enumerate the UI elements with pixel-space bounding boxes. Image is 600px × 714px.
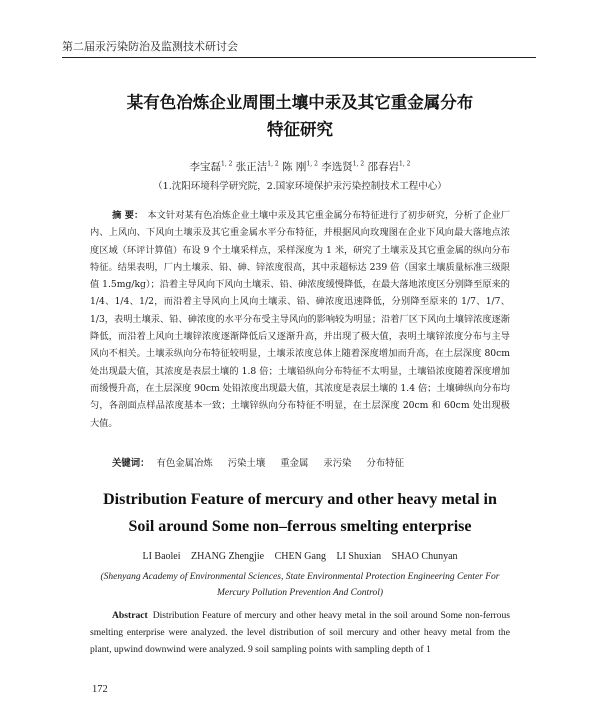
title-en-line1: Distribution Feature of mercury and other heavy metal in xyxy=(103,491,497,508)
title-en-line2: Soil around Some non–ferrous smelting enterprise xyxy=(128,518,472,535)
authors-en xyxy=(40,551,560,562)
author-en: SHAO Chunyan xyxy=(391,551,458,562)
keyword: 重金属 xyxy=(280,458,309,469)
running-header: 第二届汞污染防治及监测技术研讨会 xyxy=(62,40,238,53)
abstract-en xyxy=(90,607,510,659)
keyword: 有色金属冶炼 xyxy=(156,458,213,469)
authors-cn xyxy=(60,159,540,174)
keyword: 分布特征 xyxy=(366,458,405,469)
author-en: ZHANG Zhengjie xyxy=(191,551,265,562)
affiliation-en: (Shenyang Academy of Environmental Sciences, State Environmental Protection Engineering Center For Mercury Pollution Prevention And Control) xyxy=(100,572,500,598)
author-en: LI Shuxian xyxy=(336,551,382,562)
keywords-cn-label: 关键词： xyxy=(112,458,150,469)
abstract-cn xyxy=(90,207,510,432)
author-cn: 陈 刚$^{1, 2}$ xyxy=(282,160,318,173)
author-cn: 张正洁$^{1, 2}$ xyxy=(235,160,279,173)
abstract-cn-label: 摘 要： xyxy=(112,210,144,221)
abstract-en-label: Abstract xyxy=(112,610,148,621)
title-cn-line1: 某有色冶炼企业周围土壤中汞及其它重金属分布 xyxy=(126,93,474,112)
author-en: CHEN Gang xyxy=(274,551,326,562)
author-cn: 李选贤$^{1, 2}$ xyxy=(321,160,365,173)
author-cn: 李宝磊$^{1, 2}$ xyxy=(189,160,233,173)
affiliation-cn: （1.沈阳环境科学研究院，2.国家环境保护汞污染控制技术工程中心） xyxy=(153,181,447,192)
header-rule xyxy=(62,57,536,58)
author-en: LI Baolei xyxy=(142,551,181,562)
abstract-cn-text: 本文针对某有色冶炼企业土壤中汞及其它重金属分布特征进行了初步研究，分析了企业厂内、上风向、下风向土壤汞及其它重金属水平分布特征，并根据风向玫瑰图在企业下风向最大落地点浓度区域（环评计算值）布设 9 个土壤采样点，采样深度为 1 米，研究了土壤汞及其它重金属的纵向分布特征。结果表明，厂内土壤汞、铅、砷、锌浓度很高，其中汞超标达 239 倍（国家土壤质量标准三级限值 1.5mg/kg）；沿着主导风向下风向土壤汞、铅、砷浓度缓慢降低，在最大落地浓度区分别降至原来的 1/4、1/4、1/2，而沿着主导风向上风向土壤汞、铅、砷浓度迅速降低，分别降至原来的 1/7、1/7、1/3，表明土壤汞、铅、砷浓度的水平分布受主导风向的影响较为明显；沿着厂区下风向土壤锌浓度逐渐降低，而沿着上风向土壤锌浓度逐渐降低后又逐渐升高，并出现了极大值，表明土壤锌浓度分布与主导风向不相关。土壤汞纵向分布特征较明显，土壤汞浓度总体上随着深度增加而升高，在土层深度 80cm 处出现最大值，其浓度是表层土壤的 1.8 倍；土壤铅纵向分布特征不太明显，土壤铅浓度随着深度增加而缓慢升高，在土层深度 90cm 处铅浓度出现最大值，其浓度是表层土壤的 1.4 倍；土壤砷纵向分布均匀，各剖面点样品浓度基本一致；土壤锌纵向分布特征不明显，在土层深度 20cm 和 60cm 处出现极大值。 xyxy=(90,210,511,429)
keyword: 汞污染 xyxy=(323,458,352,469)
title-cn-line2: 特征研究 xyxy=(267,120,333,139)
keyword: 污染土壤 xyxy=(227,458,266,469)
author-cn: 邵春岩$^{1, 2}$ xyxy=(367,160,411,173)
keywords-cn xyxy=(112,455,416,469)
abstract-en-text: Distribution Feature of mercury and other heavy metal in the soil around Some non-ferrous smelting enterprise were analyzed. the level distribution of soil mercury and other heavy metal from the plant, upwind downwind were analyzed. 9 soil sampling points with sampling depth of 1 xyxy=(90,610,510,656)
page-number: 172 xyxy=(92,684,108,695)
